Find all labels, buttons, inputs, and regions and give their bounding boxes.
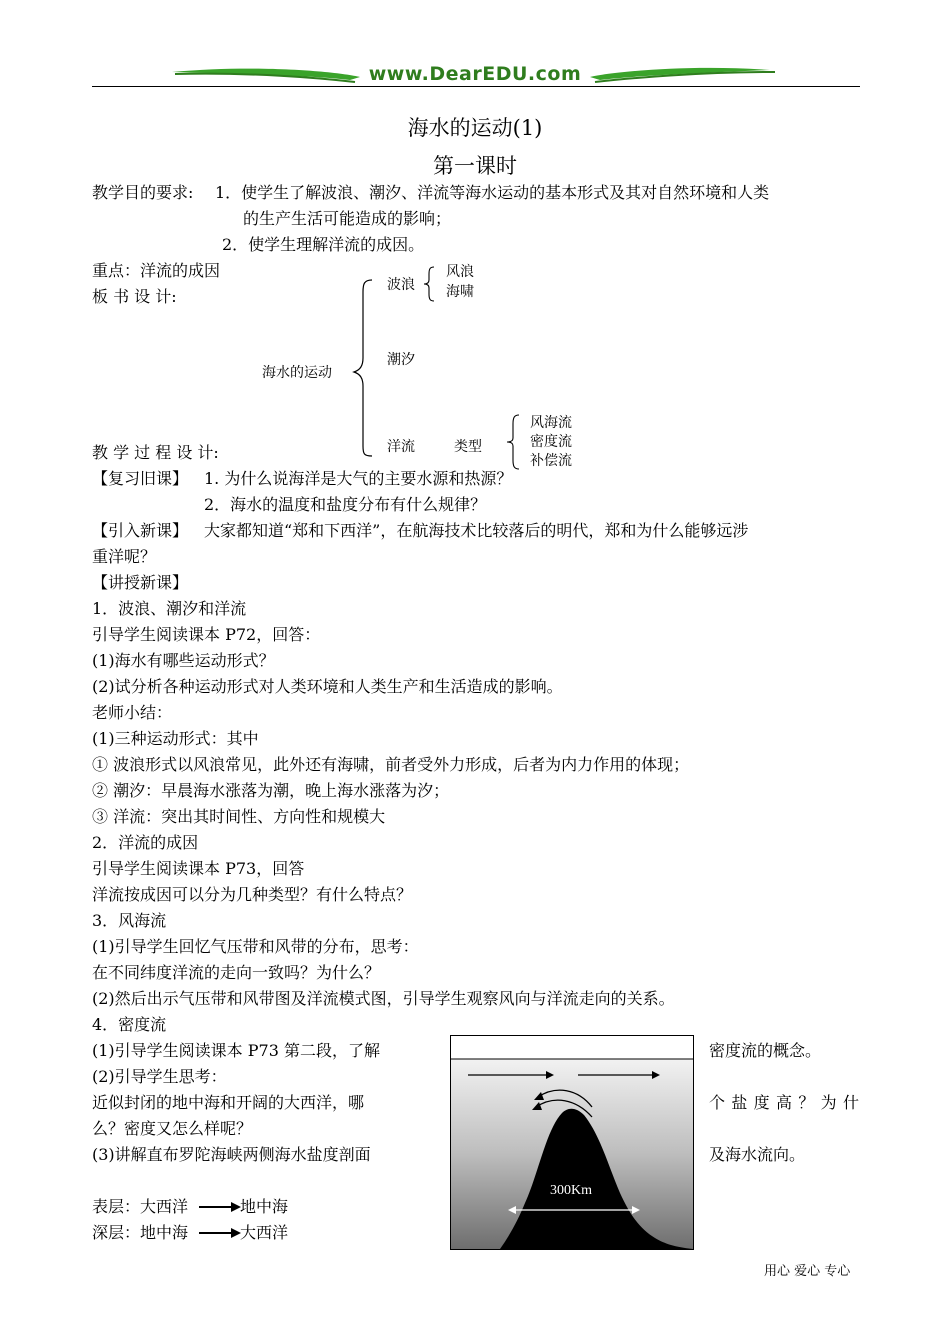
key-point: 重点：洋流的成因 [92,261,221,280]
section-4-p3-right [709,1090,859,1116]
p3-char: 盐 [731,1093,748,1112]
intro-line2: 重洋呢？ [92,547,157,566]
lecture-tag: 【讲授新课】 [92,573,189,592]
section-4-p5-left: (3)讲解直布罗陀海峡两侧海水盐度剖面 [92,1145,371,1164]
board-current: 洋流 [387,439,415,455]
review-tag: 【复习旧课】 [92,469,189,488]
section-1-q1: (1)海水有哪些运动形式？ [92,651,275,670]
section-4-title: 4．密度流 [92,1015,167,1034]
section-2-question: 洋流按成因可以分为几种类型？有什么特点？ [92,885,413,904]
current-type-3: 补偿流 [530,453,572,469]
surface-arrow-icon [199,1199,243,1215]
p3-char: 什 [842,1093,859,1112]
summary-a: ① 波浪形式以风浪常见，此外还有海啸，前者受外力形成，后者为内力作用的体现； [92,755,690,774]
surface-from: 表层：大西洋 [92,1197,189,1216]
board-type-label: 类型 [454,439,482,455]
current-type-1: 风海流 [530,415,572,431]
section-3-p2: 在不同纬度洋流的走向一致吗？为什么？ [92,963,381,982]
surface-to: 地中海 [240,1197,289,1216]
current-brace-icon [505,414,523,470]
section-3-p1: (1)引导学生回忆气压带和风带的分布，思考： [92,937,419,956]
wave-type-2: 海啸 [446,284,474,300]
summary-label: 老师小结： [92,703,173,722]
p3-char: 高 [775,1093,792,1112]
distance-label: 300Km [550,1183,592,1198]
header-rule [92,86,860,87]
section-1-q2: (2)试分析各种运动形式对人类环境和人类生产和生活造成的影响。 [92,677,563,696]
section-1-title: 1．波浪、潮汐和洋流 [92,599,247,618]
section-4-p1-left: (1)引导学生阅读课本 P73 第二段，了解 [92,1041,380,1060]
p3-char: 度 [753,1093,770,1112]
section-3-p3: (2)然后出示气压带和风带图及洋流模式图，引导学生观察风向与洋流走向的关系。 [92,989,675,1008]
objective-2: 2．使学生理解洋流的成因。 [222,235,425,254]
intro-tag: 【引入新课】 [92,521,189,540]
page-subtitle: 第一课时 [433,154,517,178]
logo-text: www.DearEDU.com [368,63,582,85]
process-label: 教 学 过 程 设 计: [92,443,219,462]
review-q1: 1. 为什么说海洋是大气的主要水源和热源？ [204,469,513,488]
section-4-p4: 么？密度又怎么样呢？ [92,1119,253,1138]
objective-1-line1: 1．使学生了解波浪、潮汐、洋流等海水运动的基本形式及其对自然环境和人类 [215,183,770,202]
summary-1: (1)三种运动形式：其中 [92,729,259,748]
review-q2: 2．海水的温度和盐度分布有什么规律？ [204,495,487,514]
p3-char: ？ [798,1093,815,1112]
current-type-2: 密度流 [530,434,572,450]
big-brace-icon [350,278,380,458]
wave-brace-icon [422,266,438,302]
section-4-p3-left: 近似封闭的地中海和开阔的大西洋，哪 [92,1093,365,1112]
objectives-label: 教学目的要求: [92,183,194,202]
board-wave: 波浪 [387,277,415,293]
board-tide: 潮汐 [387,352,415,368]
intro-line1: 大家都知道“郑和下西洋”，在航海技术比较落后的明代，郑和为什么能够远涉 [204,521,749,540]
p3-char: 为 [820,1093,837,1112]
board-root: 海水的运动 [262,365,332,381]
section-4-p1-right: 密度流的概念。 [709,1041,822,1060]
board-design-label: 板 书 设 计: [92,287,177,306]
deep-arrow-icon [199,1225,243,1241]
section-2-title: 2．洋流的成因 [92,833,199,852]
wave-type-1: 风浪 [446,264,474,280]
deep-from: 深层：地中海 [92,1223,189,1242]
section-1-guide: 引导学生阅读课本 P72，回答： [92,625,321,644]
section-4-p2: (2)引导学生思考： [92,1067,227,1086]
deep-to: 大西洋 [240,1223,289,1242]
summary-c: ③ 洋流：突出其时间性、方向性和规模大 [92,807,386,826]
strait-profile-figure [450,1035,694,1250]
section-3-title: 3．风海流 [92,911,167,930]
section-4-p5-right: 及海水流向。 [709,1145,806,1164]
section-2-guide: 引导学生阅读课本 P73，回答 [92,859,305,878]
footer-slogan: 用心 爱心 专心 [764,1264,851,1279]
p3-char: 个 [709,1093,726,1112]
objective-1-line2: 的生产生活可能造成的影响； [243,209,452,228]
summary-b: ② 潮汐：早晨海水涨落为潮，晚上海水涨落为汐； [92,781,450,800]
page-title: 海水的运动(1) [407,116,543,140]
